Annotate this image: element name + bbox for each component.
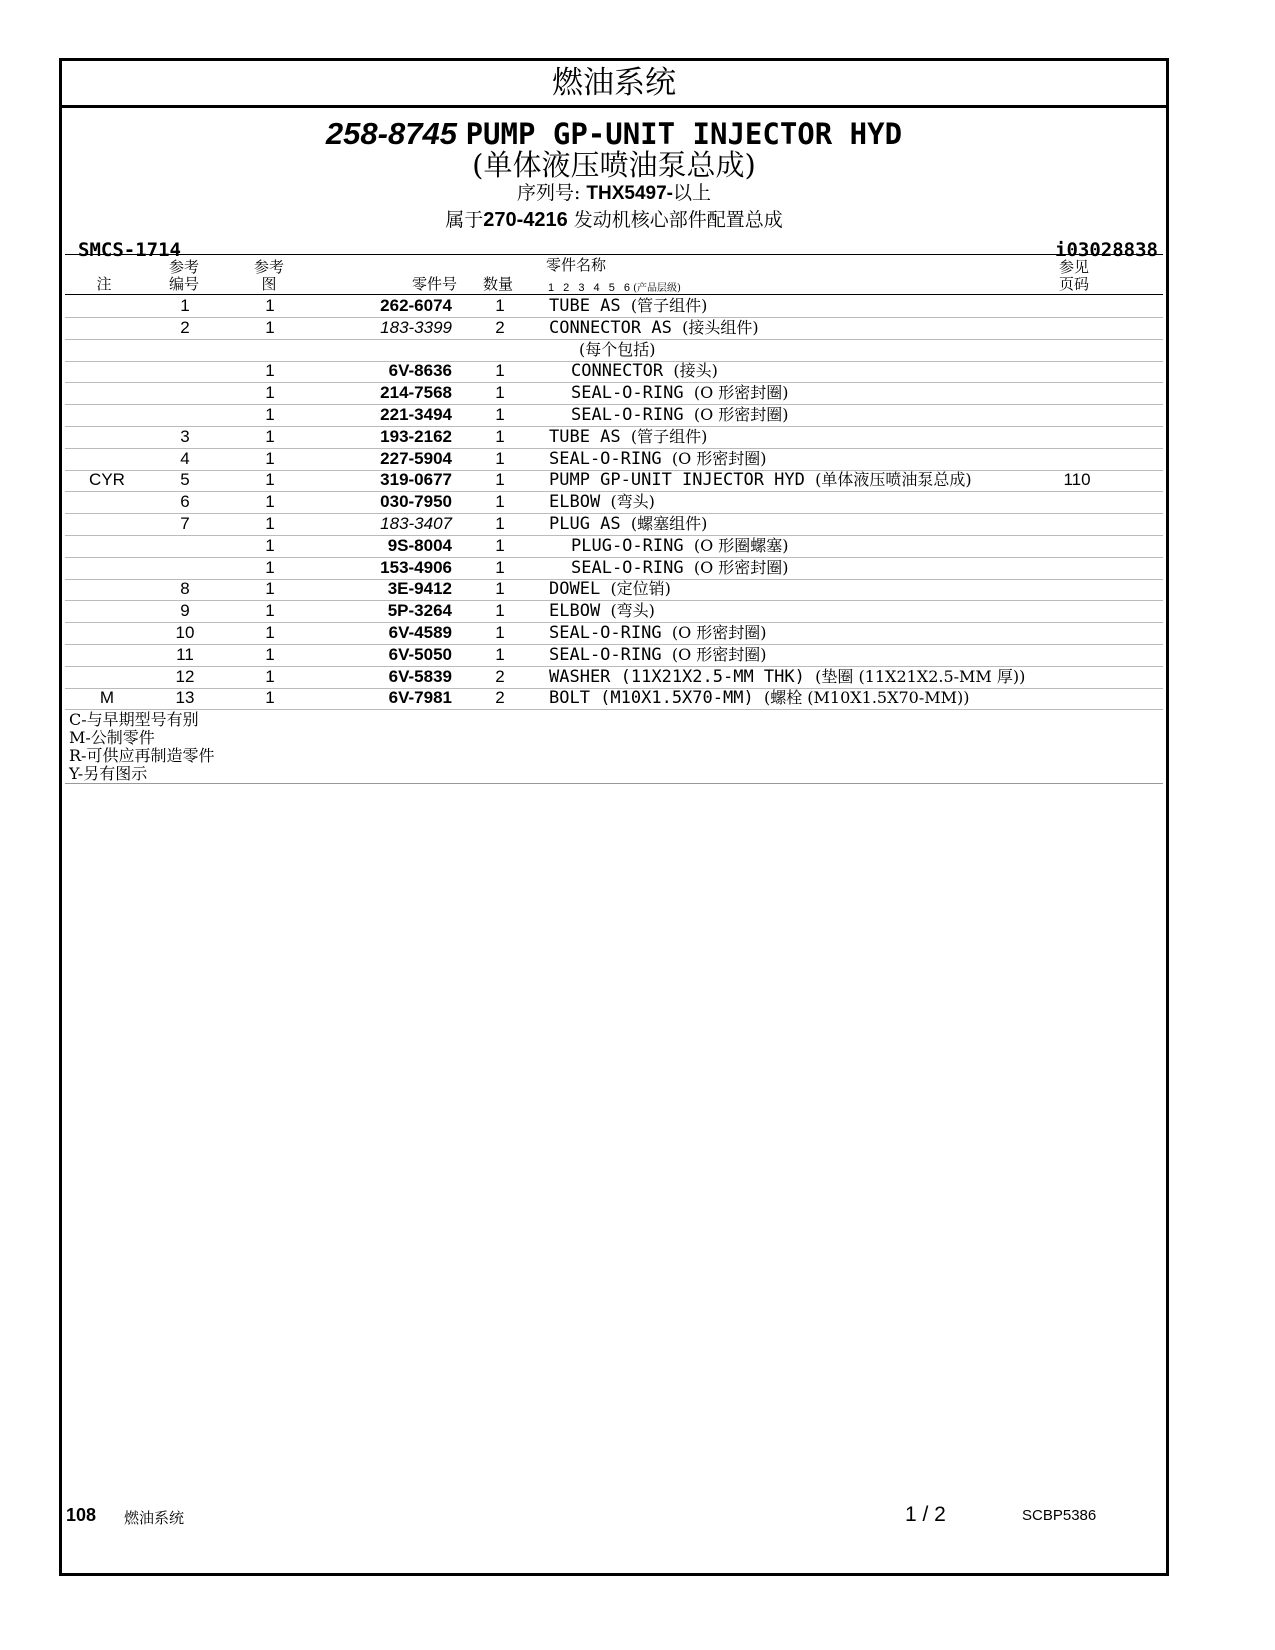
col-item-line2: 编号: [168, 275, 199, 293]
row-part-number: 262-6074: [380, 296, 452, 315]
table-row: [65, 360, 1163, 383]
col-item-line1: 参考: [168, 258, 199, 276]
row-part-name-en: SEAL-O-RING: [549, 448, 662, 469]
row-quantity: 1: [495, 383, 505, 403]
col-fig-line2: 图: [261, 275, 277, 293]
row-part-number: 6V-7981: [388, 688, 452, 708]
row-see-page: 110: [1063, 470, 1091, 490]
row-quantity: 1: [495, 623, 505, 642]
row-part-number: 5P-3264: [387, 601, 452, 621]
assembly-name-en: PUMP GP-UNIT INJECTOR HYD: [465, 117, 903, 151]
col-part-number: 零件号: [411, 275, 457, 293]
row-part-name: [549, 622, 767, 644]
row-item-number: 3: [180, 426, 190, 446]
row-quantity: 1: [495, 514, 505, 533]
col-page-line2: 页码: [1058, 275, 1089, 293]
row-part-number: 3E-9412: [387, 579, 452, 599]
col-levels: [548, 279, 681, 294]
row-quantity: 2: [495, 666, 505, 686]
row-part-name-cn: (弯头): [610, 601, 655, 621]
row-quantity: 1: [495, 448, 505, 468]
row-part-number: 193-2162: [380, 426, 452, 446]
row-part-name-en: TUBE AS: [549, 426, 621, 447]
table-row: [65, 687, 1163, 710]
row-part-name-en: ELBOW: [549, 492, 601, 513]
row-part-number: 319-0677: [380, 470, 452, 490]
row-part-number: 183-3407: [380, 514, 452, 533]
row-quantity: 1: [495, 296, 505, 315]
row-part-name: [571, 535, 789, 557]
row-item-number: 2: [180, 317, 190, 337]
row-item-number: 5: [180, 470, 190, 490]
row-quantity: 1: [495, 601, 505, 621]
row-figure: 1: [265, 470, 275, 490]
row-figure: 1: [265, 535, 275, 555]
serial-suffix: 以上: [673, 182, 712, 204]
row-figure: 1: [265, 448, 275, 468]
table-row: [65, 382, 1163, 405]
document-header: [62, 118, 1166, 233]
row-part-number: 183-3399: [380, 317, 452, 337]
row-part-name-cn: (O 形密封圈): [693, 405, 789, 424]
table-row: [65, 557, 1163, 580]
belongs-part-number: 270-4216: [483, 209, 568, 231]
smcs-code: SMCS-1714: [78, 239, 181, 261]
row-note: CYR: [89, 470, 125, 490]
row-item-number: 10: [175, 623, 195, 642]
row-figure: 1: [265, 361, 275, 381]
page-frame: [59, 58, 1169, 1576]
row-part-name: [549, 317, 759, 339]
footer-page-of: 1 / 2: [905, 1503, 946, 1526]
col-page-line1: 参见: [1058, 258, 1089, 276]
note-y: Y-另有图示: [69, 764, 148, 783]
row-part-name-cn: (定位销): [610, 579, 671, 599]
row-part-name-en: TUBE AS: [549, 296, 621, 316]
row-figure: 1: [265, 383, 275, 403]
row-part-number: 153-4906: [380, 557, 452, 577]
note-c: C-与早期型号有别: [69, 710, 199, 729]
row-part-name: [549, 513, 707, 535]
table-row: [65, 491, 1163, 514]
row-part-name-en: WASHER (11X21X2.5-MM THK): [549, 666, 805, 687]
level-digits: 1 2 3 4 5 6: [548, 282, 630, 294]
row-part-name-cn: (O 形密封圈): [693, 383, 789, 403]
row-figure: 1: [265, 426, 275, 446]
col-fig: [247, 259, 291, 293]
header-divider: [65, 254, 1163, 255]
row-part-name: [549, 644, 767, 666]
row-part-name: [579, 339, 656, 361]
row-part-name-cn: (单体液压喷油泵总成): [815, 470, 972, 490]
table-row: [65, 513, 1163, 536]
row-part-name-en: SEAL-O-RING: [549, 623, 662, 643]
row-part-name-en: CONNECTOR: [571, 361, 664, 382]
footer-page-number: 108: [66, 1505, 97, 1525]
title-line: [62, 118, 1166, 150]
row-quantity: 1: [495, 405, 505, 424]
notes-legend: [69, 711, 214, 783]
row-part-number: 227-5904: [380, 448, 452, 468]
col-fig-line1: 参考: [253, 258, 284, 276]
row-quantity: 2: [495, 688, 505, 708]
table-row: [65, 426, 1163, 449]
row-figure: 1: [265, 405, 275, 424]
row-part-name-cn: (O 形密封圈): [693, 557, 789, 577]
row-quantity: 1: [495, 426, 505, 446]
table-row: [65, 295, 1163, 318]
row-item-number: 9: [180, 601, 190, 621]
row-item-number: 13: [175, 688, 195, 708]
table-row: [65, 578, 1163, 601]
row-part-name-cn: (O 形密封圈): [671, 623, 767, 642]
row-part-name-cn: (垫圈 (11X21X2.5-MM 厚)): [815, 666, 1026, 686]
row-part-name-en: BOLT (M10X1.5X70-MM): [549, 688, 754, 709]
table-row: [65, 535, 1163, 558]
row-part-name: [549, 578, 671, 600]
table-row: [65, 404, 1163, 427]
row-part-name-en: SEAL-O-RING: [571, 405, 684, 425]
row-note: M: [99, 688, 115, 708]
row-quantity: 2: [495, 317, 505, 337]
row-part-name-cn: (O 形密封圈): [671, 644, 767, 664]
row-part-number: 214-7568: [380, 383, 452, 403]
row-part-name-cn: (管子组件): [630, 426, 708, 446]
level-note: (产品层级): [633, 283, 681, 294]
row-item-number: 7: [180, 514, 190, 533]
row-figure: 1: [265, 317, 275, 337]
row-item-number: 11: [176, 644, 194, 664]
row-part-name-cn: (螺栓 (M10X1.5X70-MM)): [763, 688, 970, 708]
row-part-name: [571, 404, 789, 426]
table-row: [65, 317, 1163, 340]
table-row: [65, 600, 1163, 623]
row-part-name-en: PLUG AS: [549, 514, 621, 534]
row-part-name-en: SEAL-O-RING: [571, 383, 684, 404]
row-item-number: 4: [180, 448, 190, 468]
row-part-name: [571, 360, 718, 382]
row-part-name-en: ELBOW: [549, 601, 601, 622]
row-part-name-cn: (接头): [673, 361, 718, 381]
row-part-name: [549, 687, 970, 709]
row-quantity: 1: [495, 470, 505, 490]
row-part-name: [571, 382, 789, 404]
row-quantity: 1: [495, 557, 505, 577]
row-quantity: 1: [495, 535, 505, 555]
row-figure: 1: [265, 579, 275, 599]
row-part-number: 221-3494: [380, 405, 452, 424]
row-figure: 1: [265, 688, 275, 708]
col-item: [162, 259, 206, 293]
table-row: [65, 448, 1163, 471]
row-part-number: 6V-5050: [388, 644, 452, 664]
row-figure: 1: [265, 557, 275, 577]
row-part-name: [571, 557, 789, 579]
col-qty: 数量: [482, 275, 513, 293]
row-item-number: 6: [180, 492, 190, 512]
row-item-number: 12: [175, 666, 195, 686]
belongs-line: [62, 207, 1166, 233]
note-m: M-公制零件: [69, 728, 155, 747]
table-row: [65, 622, 1163, 645]
row-part-name-cn: (每个包括): [579, 339, 656, 359]
row-item-number: 1: [180, 296, 190, 315]
row-part-name-en: PUMP GP-UNIT INJECTOR HYD: [549, 470, 805, 491]
row-part-name: [549, 426, 707, 448]
row-part-name-cn: (弯头): [610, 492, 655, 512]
table-row: [65, 339, 1163, 362]
row-figure: 1: [265, 296, 275, 315]
row-figure: 1: [265, 601, 275, 621]
belongs-text: 发动机核心部件配置总成: [573, 209, 783, 231]
row-part-name: [549, 469, 972, 491]
row-part-name-en: SEAL-O-RING: [549, 644, 662, 665]
table-row: [65, 469, 1163, 492]
row-part-name-cn: (O 形圈螺塞): [693, 535, 789, 555]
col-note: 注: [96, 275, 112, 293]
row-part-name-cn: (接头组件): [682, 317, 759, 337]
assembly-name-cn: (单体液压喷油泵总成): [472, 148, 756, 182]
table-row: [65, 644, 1163, 667]
row-part-name: [549, 666, 1025, 688]
row-part-name-cn: (管子组件): [630, 296, 708, 315]
row-part-name-cn: (螺塞组件): [630, 514, 708, 533]
row-part-name-en: CONNECTOR AS: [549, 317, 672, 338]
row-figure: 1: [265, 623, 275, 642]
col-page: [1052, 259, 1096, 293]
serial-label: 序列号:: [516, 182, 581, 204]
serial-line: [62, 180, 1166, 207]
serial-value: THX5497-: [586, 183, 674, 204]
row-figure: 1: [265, 492, 275, 512]
row-quantity: 1: [495, 361, 505, 381]
row-part-name-en: PLUG-O-RING: [571, 535, 684, 556]
illustration-id: i03028838: [1055, 239, 1158, 261]
notes-divider: [65, 783, 1163, 784]
row-part-name-en: DOWEL: [549, 579, 601, 600]
belongs-prefix: 属于: [445, 209, 484, 231]
row-part-number: 6V-4589: [388, 623, 452, 642]
row-part-number: 030-7950: [380, 492, 452, 512]
row-part-number: 6V-8636: [388, 361, 452, 381]
row-quantity: 1: [495, 644, 505, 664]
row-part-name-en: SEAL-O-RING: [571, 557, 684, 578]
row-quantity: 1: [495, 492, 505, 512]
note-r: R-可供应再制造零件: [69, 746, 215, 765]
row-quantity: 1: [495, 579, 505, 599]
row-part-name-cn: (O 形密封圈): [671, 448, 767, 468]
section-title: 燃油系统: [62, 61, 1166, 108]
row-figure: 1: [265, 514, 275, 533]
row-part-name: [549, 600, 655, 622]
row-part-name: [549, 491, 655, 513]
row-part-number: 6V-5839: [388, 666, 452, 686]
col-name: 零件名称: [546, 256, 607, 274]
row-figure: 1: [265, 644, 275, 664]
assembly-part-number: 258-8745: [325, 116, 457, 151]
row-item-number: 8: [180, 579, 190, 599]
row-part-name: [549, 295, 707, 317]
row-part-name: [549, 448, 767, 470]
row-part-number: 9S-8004: [387, 535, 452, 555]
table-row: [65, 666, 1163, 689]
row-figure: 1: [265, 666, 275, 686]
footer-section: 燃油系统: [124, 1509, 185, 1527]
footer-doc-code: SCBP5386: [1022, 1507, 1097, 1524]
